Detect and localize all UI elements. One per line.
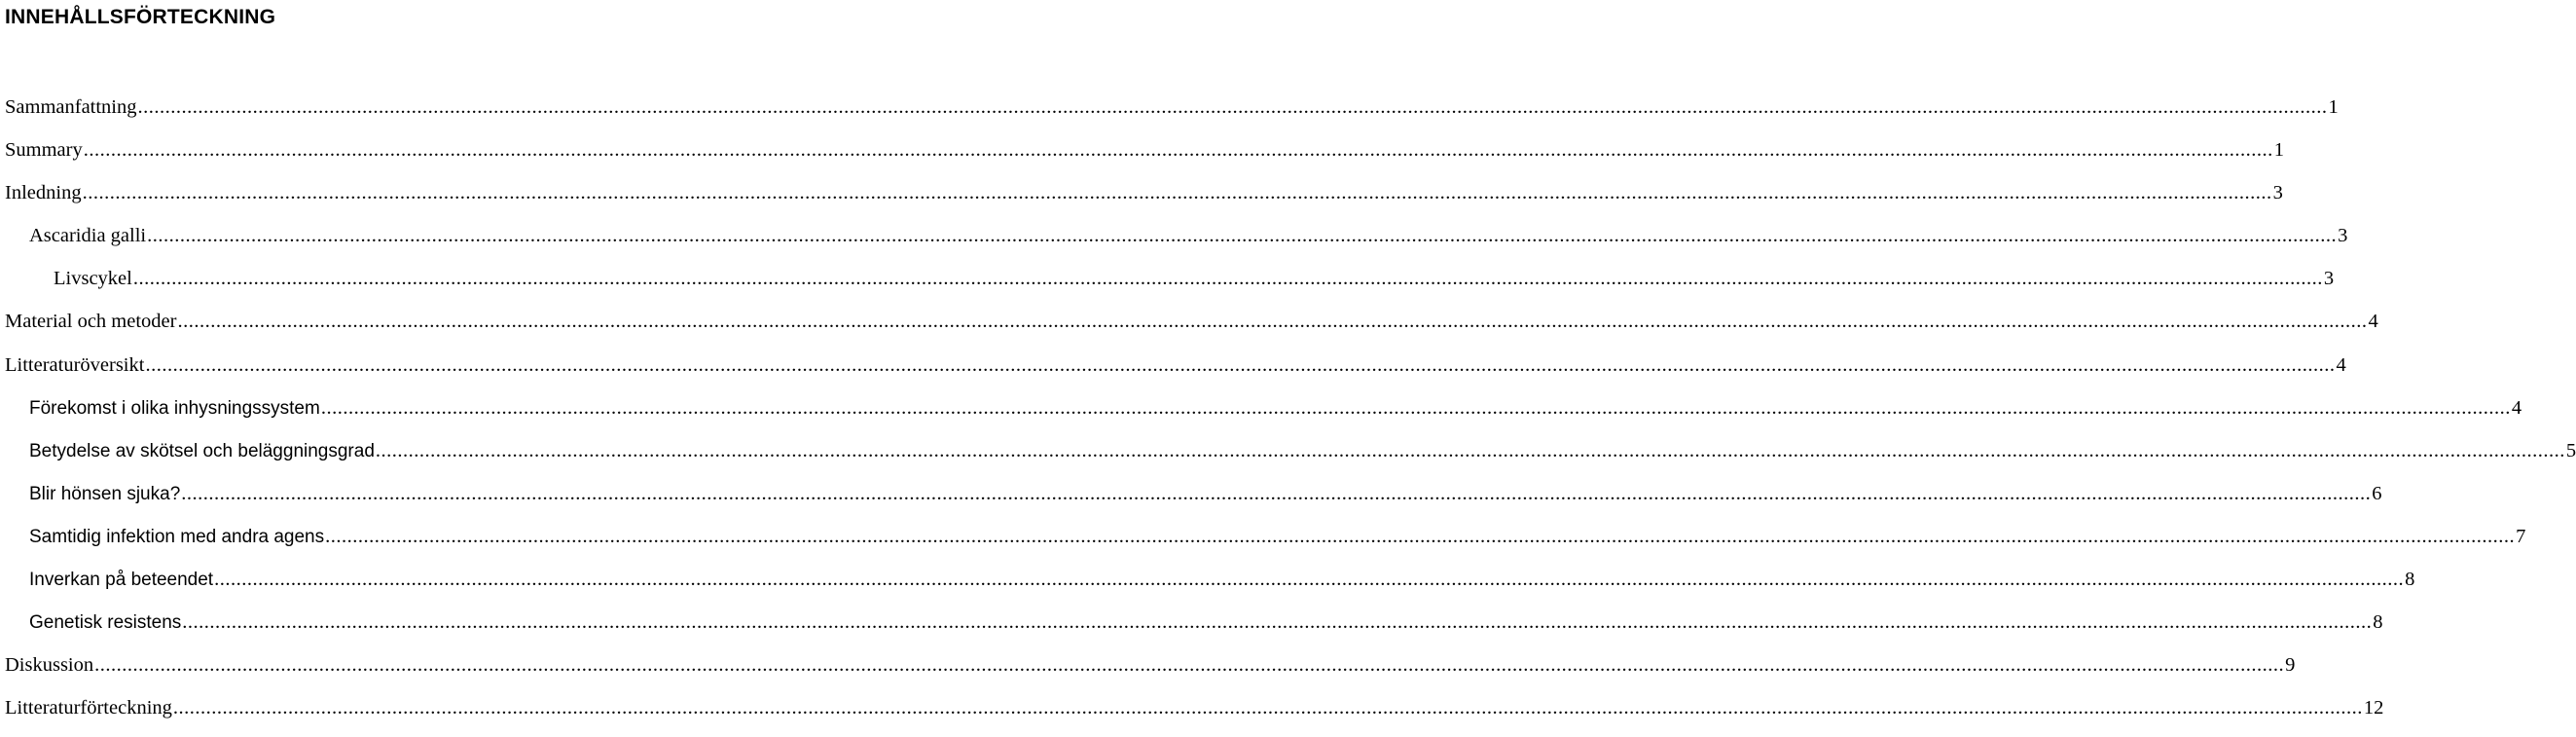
toc-entry-label: Livscykel bbox=[54, 268, 132, 290]
toc-entry-page-number: 3 bbox=[2323, 268, 2335, 290]
dot-leader: ................................................................................................................................................................................................................................................................................................................................................................................................................ bbox=[181, 482, 2372, 504]
toc-entry-page-number: 7 bbox=[2516, 525, 2526, 547]
toc-entry[interactable] bbox=[0, 394, 2522, 437]
toc-entry-page-number: 9 bbox=[2285, 654, 2296, 677]
toc-list bbox=[0, 93, 2576, 737]
toc-entry[interactable] bbox=[0, 93, 2339, 136]
toc-entry-label: Inverkan på beteendet bbox=[29, 570, 214, 591]
dot-leader: ................................................................................................................................................................................................................................................................................................................................................................................................................ bbox=[132, 268, 2323, 290]
dot-leader: ................................................................................................................................................................................................................................................................................................................................................................................................................ bbox=[82, 182, 2272, 204]
toc-entry-label: Diskussion bbox=[5, 654, 94, 677]
dot-leader: ................................................................................................................................................................................................................................................................................................................................................................................................................ bbox=[172, 697, 2363, 719]
toc-entry-page-number: 8 bbox=[2373, 611, 2383, 634]
toc-entry-label: Genetisk resistens bbox=[29, 612, 182, 634]
toc-entry[interactable] bbox=[0, 265, 2335, 308]
toc-entry-page-number: 4 bbox=[2368, 311, 2378, 333]
toc-entry-label: Inledning bbox=[5, 182, 82, 204]
toc-entry-label: Litteraturförteckning bbox=[5, 697, 172, 719]
toc-entry-page-number: 1 bbox=[2273, 139, 2284, 162]
toc-entry[interactable] bbox=[0, 437, 2576, 480]
toc-entry-label: Litteraturöversikt bbox=[5, 353, 145, 376]
toc-entry-label: Material och metoder bbox=[5, 311, 177, 333]
toc-entry-page-number: 12 bbox=[2363, 697, 2384, 719]
dot-leader: ................................................................................................................................................................................................................................................................................................................................................................................................................ bbox=[177, 311, 2368, 333]
toc-entry[interactable] bbox=[0, 694, 2384, 737]
dot-leader: ................................................................................................................................................................................................................................................................................................................................................................................................................ bbox=[137, 96, 2328, 118]
dot-leader: ................................................................................................................................................................................................................................................................................................................................................................................................................ bbox=[83, 139, 2273, 162]
toc-entry-label: Ascaridia galli bbox=[29, 225, 147, 247]
toc-entry[interactable] bbox=[0, 523, 2526, 566]
toc-entry[interactable] bbox=[0, 351, 2346, 394]
toc-entry-label: Sammanfattning bbox=[5, 96, 137, 118]
dot-leader: ................................................................................................................................................................................................................................................................................................................................................................................................................ bbox=[94, 654, 2285, 677]
toc-entry-label: Samtidig infektion med andra agens bbox=[29, 526, 325, 547]
toc-entry-label: Förekomst i olika inhysningssystem bbox=[29, 397, 320, 419]
toc-entry-page-number: 3 bbox=[2272, 182, 2283, 204]
toc-entry-label: Blir hönsen sjuka? bbox=[29, 483, 181, 504]
dot-leader: ................................................................................................................................................................................................................................................................................................................................................................................................................ bbox=[214, 569, 2405, 591]
toc-entry[interactable] bbox=[0, 566, 2415, 608]
dot-leader: ................................................................................................................................................................................................................................................................................................................................................................................................................ bbox=[145, 353, 2336, 376]
toc-entry[interactable] bbox=[0, 651, 2296, 694]
toc-entry-page-number: 1 bbox=[2328, 96, 2339, 118]
toc-entry-label: Summary bbox=[5, 139, 83, 162]
toc-entry[interactable] bbox=[0, 608, 2383, 651]
toc-entry[interactable] bbox=[0, 308, 2378, 350]
toc-entry[interactable] bbox=[0, 136, 2284, 179]
dot-leader: ................................................................................................................................................................................................................................................................................................................................................................................................................ bbox=[147, 225, 2338, 247]
toc-entry-page-number: 4 bbox=[2511, 396, 2522, 419]
toc-entry-page-number: 6 bbox=[2372, 482, 2382, 504]
toc-entry-page-number: 8 bbox=[2405, 569, 2415, 591]
toc-entry-page-number: 4 bbox=[2336, 353, 2346, 376]
toc-entry[interactable] bbox=[0, 179, 2283, 222]
dot-leader: ................................................................................................................................................................................................................................................................................................................................................................................................................ bbox=[375, 439, 2565, 461]
toc-entry[interactable] bbox=[0, 480, 2382, 523]
dot-leader: ................................................................................................................................................................................................................................................................................................................................................................................................................ bbox=[182, 611, 2373, 634]
dot-leader: ................................................................................................................................................................................................................................................................................................................................................................................................................ bbox=[320, 396, 2511, 419]
page-title: INNEHÅLLSFÖRTECKNING bbox=[5, 6, 276, 28]
toc-entry-label: Betydelse av skötsel och beläggningsgrad bbox=[29, 440, 375, 461]
toc-entry[interactable] bbox=[0, 222, 2348, 265]
dot-leader: ................................................................................................................................................................................................................................................................................................................................................................................................................ bbox=[325, 525, 2516, 547]
toc-entry-page-number: 3 bbox=[2338, 225, 2348, 247]
toc-entry-page-number: 5 bbox=[2565, 439, 2576, 461]
